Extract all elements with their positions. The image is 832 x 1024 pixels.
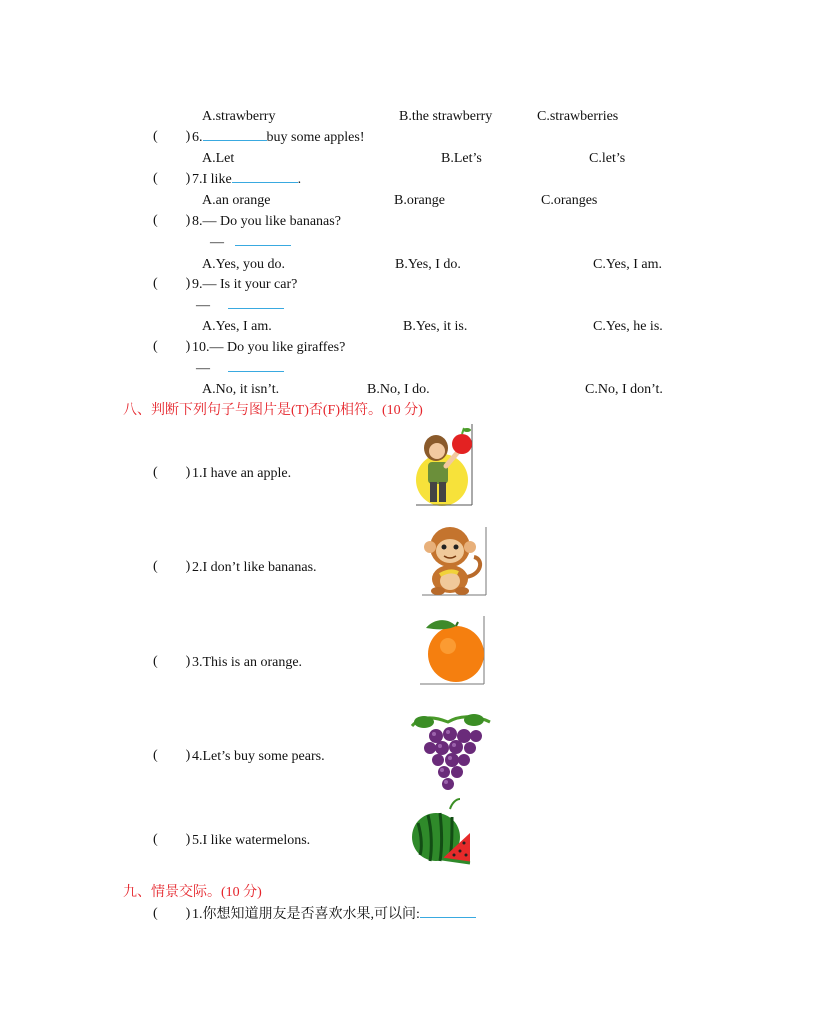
q10-option-a: A.No, it isn’t. — [202, 382, 280, 397]
q6-number: 6. — [192, 130, 203, 145]
watermelon-image — [408, 797, 472, 867]
s8-item-1-paren[interactable]: ( ) — [153, 465, 191, 480]
s9-item-1-paren[interactable]: ( ) — [153, 906, 191, 921]
girl-with-apple-image — [416, 424, 476, 506]
s8-item-2-paren[interactable]: ( ) — [153, 559, 191, 574]
q9-option-c: C.Yes, he is. — [593, 319, 663, 334]
q5-option-c: C.strawberries — [537, 109, 619, 124]
q10-response — [196, 360, 284, 378]
grapes-image — [408, 712, 494, 794]
s8-item-5-text: 5.I like watermelons. — [192, 833, 311, 848]
q9-option-b: B.Yes, it is. — [403, 319, 468, 334]
q9-blank[interactable] — [228, 307, 284, 309]
orange-image — [418, 614, 488, 686]
q8-option-b: B.Yes, I do. — [395, 257, 461, 272]
q9-dash: — — [196, 298, 210, 313]
q10-question: 10.— Do you like giraffes? — [192, 340, 346, 355]
s8-item-5-paren[interactable]: ( ) — [153, 832, 191, 847]
q6-text: buy some apples! — [266, 130, 365, 145]
s9-item-1 — [192, 906, 476, 924]
q5-option-a: A.strawberry — [202, 109, 276, 124]
q8-answer-paren[interactable]: ( ) — [153, 213, 191, 228]
q10-option-b: B.No, I do. — [367, 382, 430, 397]
s8-item-3-text: 3.This is an orange. — [192, 655, 303, 670]
q8-option-c: C.Yes, I am. — [593, 257, 662, 272]
q6-option-b: B.Let’s — [441, 151, 482, 166]
q7-option-c: C.oranges — [541, 193, 598, 208]
section-8-title: 八、判断下列句子与图片是(T)否(F)相符。(10 分) — [123, 403, 423, 418]
q8-blank[interactable] — [235, 244, 291, 246]
q9-response — [196, 297, 284, 315]
q7-blank[interactable] — [232, 181, 298, 183]
q6-answer-paren[interactable]: ( ) — [153, 129, 191, 144]
q10-dash: — — [196, 361, 210, 376]
q5-option-b: B.the strawberry — [399, 109, 493, 124]
q6-question — [192, 129, 364, 147]
s8-item-3-paren[interactable]: ( ) — [153, 654, 191, 669]
s8-item-4-text: 4.Let’s buy some pears. — [192, 749, 325, 764]
q7-end: . — [297, 172, 302, 187]
s8-item-4-paren[interactable]: ( ) — [153, 748, 191, 763]
q8-response — [210, 234, 291, 252]
q10-option-c: C.No, I don’t. — [585, 382, 663, 397]
s9-item-1-text: 1.你想知道朋友是否喜欢水果,可以问: — [192, 907, 420, 922]
q6-option-a: A.Let — [202, 151, 235, 166]
q7-option-b: B.orange — [394, 193, 445, 208]
q6-blank[interactable] — [203, 139, 267, 141]
q10-answer-paren[interactable]: ( ) — [153, 339, 191, 354]
q9-option-a: A.Yes, I am. — [202, 319, 272, 334]
section-9-title: 九、情景交际。(10 分) — [123, 885, 262, 900]
s8-item-2-text: 2.I don’t like bananas. — [192, 560, 317, 575]
q10-blank[interactable] — [228, 370, 284, 372]
q7-option-a: A.an orange — [202, 193, 271, 208]
q9-answer-paren[interactable]: ( ) — [153, 276, 191, 291]
s9-item-1-blank[interactable] — [420, 916, 476, 918]
q9-question: 9.— Is it your car? — [192, 277, 298, 292]
q8-dash: — — [210, 235, 224, 250]
q7-question — [192, 171, 301, 189]
s8-item-1-text: 1.I have an apple. — [192, 466, 292, 481]
q7-text: 7.I like — [192, 172, 232, 187]
q6-option-c: C.let’s — [589, 151, 626, 166]
q8-question: 8.— Do you like bananas? — [192, 214, 341, 229]
q8-option-a: A.Yes, you do. — [202, 257, 285, 272]
q7-answer-paren[interactable]: ( ) — [153, 171, 191, 186]
monkey-image — [422, 525, 488, 597]
